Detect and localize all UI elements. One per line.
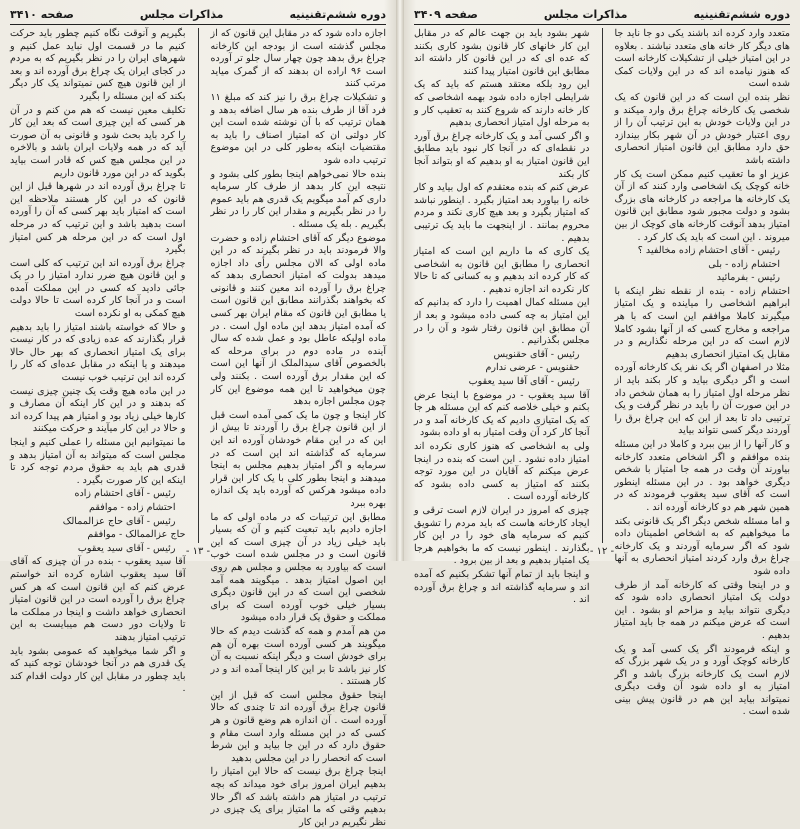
text-paragraph: متعدد وارد کرده اند باشند یکی دو جا ناید جا های دیگر کار خانه های متعدد نباشند . بعلاوه در این امتیاز خیلی از تشکیلات کارخانه است که هنوز نیامده اند که در این ولایات کمک شده است — [614, 28, 790, 90]
text-paragraph: در این ماده هیچ وقت یک چنین چیزی نیست که بدهند و در این کار اینکه آن مصارف و کارها خیلی زیاد بود و امتیاز هم پیدا کرده اند و حالا در این کار میآیند و حرکت میکنند — [10, 385, 186, 435]
text-paragraph: حاج عزالممالک - موافقم — [87, 529, 186, 541]
speaker-line: رئیس - آقای احتشام زاده — [74, 488, 176, 500]
text-paragraph: و اینکه فرمودند اگر یک کسی آمد و یک کارخانه کوچک آورد و در یک شهر بزرگ که لازم است یک کارخانه بزرگ باشد و اگر امتیاز به او داده شود آن وقت دیگری نمیتواند بیاید این هم در قانون پیش بینی شده است . — [614, 643, 790, 718]
left-column-divider — [198, 28, 199, 543]
right-page-title: مذاکرات مجلس — [543, 7, 628, 21]
speaker-line: رئیس - آقای احتشام زاده مخالفید ؟ — [637, 245, 780, 257]
speaker-line: رئیس - بفرمائید — [716, 272, 780, 284]
text-paragraph: ولی به اشخاصی که هنوز کاری نکرده اند امتیاز داده نشود . این است که بنده در اینجا عرض میکنم که آقایان در این مورد توجه بکنند که امتیاز به کسی داده بشود که کارخانه آورده است . — [414, 441, 590, 503]
left-page-col-right — [210, 28, 387, 828]
text-paragraph: موضوع دیگر که آقای احتشام زاده و حضرت والا فرمودند باید در نظر بگیرند که در این ماده اولی که الان مجلس رأی داد اجازه میدهد بدولت که امتیاز انحصاری بدهد که چراغ برق را آورده اند معین کنند و قانونی که بخواهند بگذرانند مطابق این قانون است یا مطابق این قانون که مقام ایران بهر کسی که آمده امتیاز بدهد این ماده اول است . در ماده اولیکه عاطل بود و عمل شده که سال آینده در ماده دوم در برای مرحله که بالخصوص آقای سیدالملک از آنها این است که این مقدار برق آورده است . بکنند ولی چون میخواهید تا این همه موضوع این کار چون مجلس اجازه بدهد — [210, 232, 386, 408]
speaker-line: رئیس - آقای حاج عزالممالک — [62, 515, 176, 527]
speaker-line: احتشام زاده - بلی — [708, 258, 780, 270]
right-page-number: صفحه ۳۴۰۹ — [414, 7, 478, 21]
text-paragraph: من هم آمدم و همه که گذشت دیدم که حالا میگویند هر کسی آورده است بهره آن هم برای خودش است و دیگر اینکه نسبت به آن کار نیز باشد تا بر این کار اینجا آمده اند و در کار هستند . — [210, 625, 386, 688]
text-paragraph: بگیریم و آنوقت نگاه کنیم چطور باید حرکت کنیم ما در قسمت اول نباید عمل کنیم و شهرهای ایران را در نظر بگیریم که به مردم در کجای ایران یک چراغ برق آورده اند و بعد از این قانون هیچ کس نمیتواند یک کار دیگر بکند که این مسئله را بگیرد — [10, 28, 186, 102]
right-page-col-right — [614, 28, 791, 718]
left-page-number: صفحه ۳۴۱۰ — [10, 7, 74, 21]
text-paragraph: اینجا چراغ برق نیست که حالا این امتیاز را بدهیم ایران امروز برای خود میداند که بچه ترتیب در امتیاز هم داشته باشد که اگر حالا بدهیم وقتی که ما امتیاز برای یک چیزی در نظر نگیریم در این کار — [210, 766, 386, 828]
text-paragraph: نظر بنده این است که در این قانون که یک شخصی یک کارخانه چراغ برق وارد میکند و در این ولایات خودش به این ترتیب آن را از روی اعتبار خودش در آن شهر بکار بیندازد حق دارد مطابق این قانون امتیاز انحصاری داشته باشد — [614, 91, 790, 166]
text-paragraph: و حالا که خواسته باشند امتیاز را باید بدهیم قرار بگذارند که عده زیادی که در کار نیست برای یک امتیاز انحصاری که بهر حال حالا میدهند و یا اینکه در مقابل عده‌ای که کار را کرده اند این ترتیب خوب نیست — [10, 321, 186, 384]
text-paragraph: این مسئله کمال اهمیت را دارد که بدانیم که این امتیاز به چه کسی داده میشود و بعد از آن مطابق این قانون رفتار شود و آن را در مجلس بگذرانیم . — [414, 297, 590, 347]
speaker-line: رئیس - آقای حقنویس — [493, 348, 580, 360]
right-page-session: دوره ششم‌تقنینیه — [693, 7, 790, 21]
text-paragraph: و اگر کسی آمد و یک کارخانه چراغ برق آورد در نقطه‌ای که در آنجا کار نبود باید مطابق این قانون امتیاز به او بدهیم که او بتواند آنجا کار بکند — [414, 130, 590, 180]
text-paragraph: چیزی که امروز در ایران لازم است ترقی و ایجاد کارخانه هاست که باید مردم را تشویق کنیم که سرمایه های خود را در این کار بگذارند . اینطور نیست که ما بخواهیم هرجا یک امتیاز بدهیم و بعد از بین برود . — [414, 504, 590, 567]
text-paragraph: تا چراغ برق آورده اند در شهرها قبل از این قانون که در این کار هستند ملاحظه این است که امتیاز باید بهر کسی که آن را آورده است بدهید باشد و این ترتیب که در مرحله اول است که در این مرحله هر کس امتیاز بگیرد — [10, 181, 186, 256]
text-paragraph: بنده حالا نمی‌خواهم اینجا بطور کلی بشود و نتیجه این کار بدهد از طرف کار سرمایه داری کم آمد میگویم یک قدری هم باید عموم را در نظر بگیریم و مقدار این کار را در نظر بگیریم . بله یک مسئله . — [210, 168, 386, 230]
text-paragraph: و تشکیلات چراغ برق را نیز کند که مبلغ ۱۱ فرد آقا از طرف بنده هر سال اضافه بدهد و همان ترتیب که با آن نوشته شده است این کار دولتی ان که امتیاز اصناف را باید به مقتضیات اینکه به‌طور کلی در این موضوع ترتیب داده شود — [210, 91, 386, 166]
text-paragraph: کار اینجا و چون ما یک کمی آمده است قبل از این قانون چراغ برق را آوردند تا بیش از این که در این مقام خودشان آورده اند این سرمایه که گذاشته اند این است که در سرمایه و اگر امتیاز بدهیم مجلس به اینجا میدهند و اینجا بطور کلی با یک کار این قرار داده میشود هرکس که آورده باید یک اندازه بهره ببرد — [210, 409, 386, 509]
left-page-col-left — [10, 28, 186, 695]
right-header-rule — [414, 24, 790, 25]
left-folio: - ۱۳ - — [185, 546, 211, 557]
left-header-rule — [10, 24, 386, 25]
text-paragraph: و اما مسئله شخص دیگر اگر یک قانونی بکند ما میخواهیم که به اشخاص اطمینان داده شود که اگر سرمایه آوردند و یک کارخانه چراغ برق وارد کردند امتیاز انحصاری به آنها داده شود — [614, 515, 790, 577]
text-paragraph: و اگر شما میخواهید که عمومی بشود باید یک قدری هم در آنجا خودشان توجه کنید که باید چطور در مقابل این کار دولت اقدام کند . — [10, 645, 186, 695]
text-paragraph: و در اینجا وقتی که کارخانه آمد از طرف دولت یک امتیاز انحصاری داده شود که دیگری نتواند بیاید و مزاحم او بشود . این است که عرض میکنم در همه جا باید امتیاز بدهیم . — [614, 579, 790, 641]
right-column-divider — [602, 28, 603, 543]
right-page-col-left — [414, 28, 590, 606]
text-paragraph: مثلا در اصفهان اگر یک نفر یک کارخانه آورده است و اگر دیگری بیاید و کار بکند باید از نظر مرحله اول امتیاز را به همان شخص داد در این صورت آن را باید در نظر گرفت و یک ترتیبی داد تا بعد از این که این چراغ برق را آوردند دیگر کسی نتواند بیاید — [614, 362, 790, 437]
text-paragraph: ما نمیتوانیم این مسئله را عملی کنیم و اینجا مجلس است که میتواند به آن امتیاز بدهد و قدری هم باید به حقوق مردم توجه کرد تا اینکه این کار صورت بگیرد . — [10, 437, 186, 486]
text-paragraph: آقا سید یعقوب - در موضوع با اینجا عرض بکنم و خیلی خلاصه کنم که این مسئله هر جا که یک امتیازی دادیم که یک کارخانه آمد و در آنجا کار کرد آن وقت امتیاز به او داده بشود — [414, 389, 590, 439]
speaker-line: احتشام زاده - موافقم — [89, 501, 176, 513]
text-paragraph: این رود بلکه معتقد هستم که باید که یک شرایطی اجازه داده شود بهمه اشخاصی که کار خانه دارند که شروع کنند به تعقیب کار و به مرحله اول امتیاز انحصاری بدهیم — [414, 79, 590, 129]
left-page-title: مذاکرات مجلس — [139, 7, 224, 21]
text-paragraph: آقا سید یعقوب - بنده در آن چیزی که آقای آقا سید یعقوب اشاره کرده اند خواستم عرض کنم که این قانون است که هر کس چراغ برق را آورده است در این قانون امتیاز انحصاری خواهد داشت و اینجا در مملکت ما تا ولایات دور دست هم میبایست به این ترتیب امتیاز بدهند — [10, 556, 186, 643]
speaker-line: رئیس - آقای آقا سید یعقوب — [468, 376, 580, 388]
text-paragraph: عرض کنم که بنده معتقدم که اول بیاید و کار خانه را بیاورد بعد امتیاز بگیرد . اینطور نباشد که امتیاز بگیرد و بعد هیچ کاری نکند و مردم محروم بمانند . از اینجهت ما باید یک ترتیبی بدهیم . — [414, 182, 590, 244]
right-page-header — [414, 6, 790, 22]
speaker-line: رئیس - آقای سید یعقوب — [77, 542, 176, 554]
text-paragraph: و کار آنها را از بین ببرد و کاملا در این مسئله بنده موافقم و اگر اشخاص متعدد کارخانه بیاورند آن وقت در همه جا امتیاز با شخص دیگری خواهد بود . در این مسئله اینطور است که آقای سید یعقوب فرمودند که در همین شهر هم دو کارخانه آورده اند . — [614, 439, 790, 513]
right-page — [404, 0, 800, 718]
text-paragraph: یک کاری که ما داریم این است که امتیاز انحصاری را مطابق این قانون به اشخاصی که کار کرده اند بدهیم و به کسانی که تا حالا کار نکرده اند اجازه ندهیم . — [414, 246, 590, 295]
text-paragraph: و اینجا باید از تمام آنها تشکر بکنیم که آمده اند و سرمایه گذاشته اند و چراغ برق آورده اند . — [414, 568, 590, 606]
text-paragraph: تکلیف معین نیست که هم من کنم و در آن هر کسی که این چیزی است که بعد این کار را کرد باید بحث شود و قانونی به آن صورت آید که در همه ولایات ایران باشد و بالاخره در این مجلس هیچ کس که قادر است بیاید بگوید که در این مورد قانون داریم — [10, 104, 186, 179]
left-page-session: دوره ششم‌تقنینیه — [289, 7, 386, 21]
text-paragraph: اجازه داده شود که در مقابل این قانون که از مجلس گذشته است از بودجه این کارخانه چراغ برق بدهد چون چهار سال جلو تر آورده است ۹۶ اراده ان بدهند که از گمرک میاید مرتب کنند — [210, 28, 386, 90]
text-paragraph: اینجا حقوق مجلس است که قبل از این قانون چراغ برق آورده اند تا چندی که حالا آورده است . آن اندازه هم وضع قانون و هر کسی که در این مسئله وارد است مقام و حقوق دارد که در این جا بیاید و این شرط است که انحصار را در این مجلس بدهید — [210, 689, 386, 764]
speaker-line: حقنویس - عرضی ندارم — [485, 362, 580, 374]
text-paragraph: شهر بشود باید بن جهت عالم که در مقابل این کار خانهای کار قانون بشود کاری بکنند که عده ای که در این قانون کار داشته اند مطابق این قانون امتیاز پیدا کنند — [414, 28, 590, 77]
left-page — [0, 0, 396, 828]
book-gutter — [396, 0, 404, 561]
right-folio: - ۱۲ - — [589, 546, 615, 557]
text-paragraph: مطابق این ترتیبات که در ماده اولی که ما اجازه دادیم باید تبعیت کنیم و آن که بسیار باید خیلی زیاد در آن چیزی است که این قانون است و در مجلس شده است خوب است که بیاورد به مجلس و مجلس هم روی این اصول امتیاز بدهد . میگویند همه آمد شخصی این است که در این قانون دیگری بسیار خیلی خوب آورده است که برای مملکت و حقوق یک قرار داده میشود — [210, 511, 386, 624]
left-page-header — [10, 6, 386, 22]
text-paragraph: چراغ برق آورده اند این ترتیب که کلی است و این قانون هیچ ضرر ندارد امتیاز را در یک جائی دادید که کسی در این مملکت آمده است و در آنجا کار کرده است تا حالا دولت هیچ کمکی به او نکرده است — [10, 257, 186, 320]
text-paragraph: احتشام زاده - بنده از نقطه نظر اینکه با ابراهیم اشخاصی را میاینده و یک امتیاز میگیرند کاملا موافقم این است که با هر مراجعه و مخارج کسی که از آنها بشود کاملا لازم است که در این مرحله نگذاریم و در مقابل یک امتیاز انحصاری بدهیم — [614, 285, 790, 360]
text-paragraph: عزیز او ما تعقیب کنیم ممکن است یک کار خانه کوچک یک اشخاصی وارد کنند که از آن یک کارخانه ها مراجعه در کارخانه های بزرگ بشود و دولت مجبور شود مطابق این قانون امتیاز بدهد آنوقت کارخانه های کوچک از بین میروند . این است که باید یک کار کرد . — [614, 168, 790, 243]
